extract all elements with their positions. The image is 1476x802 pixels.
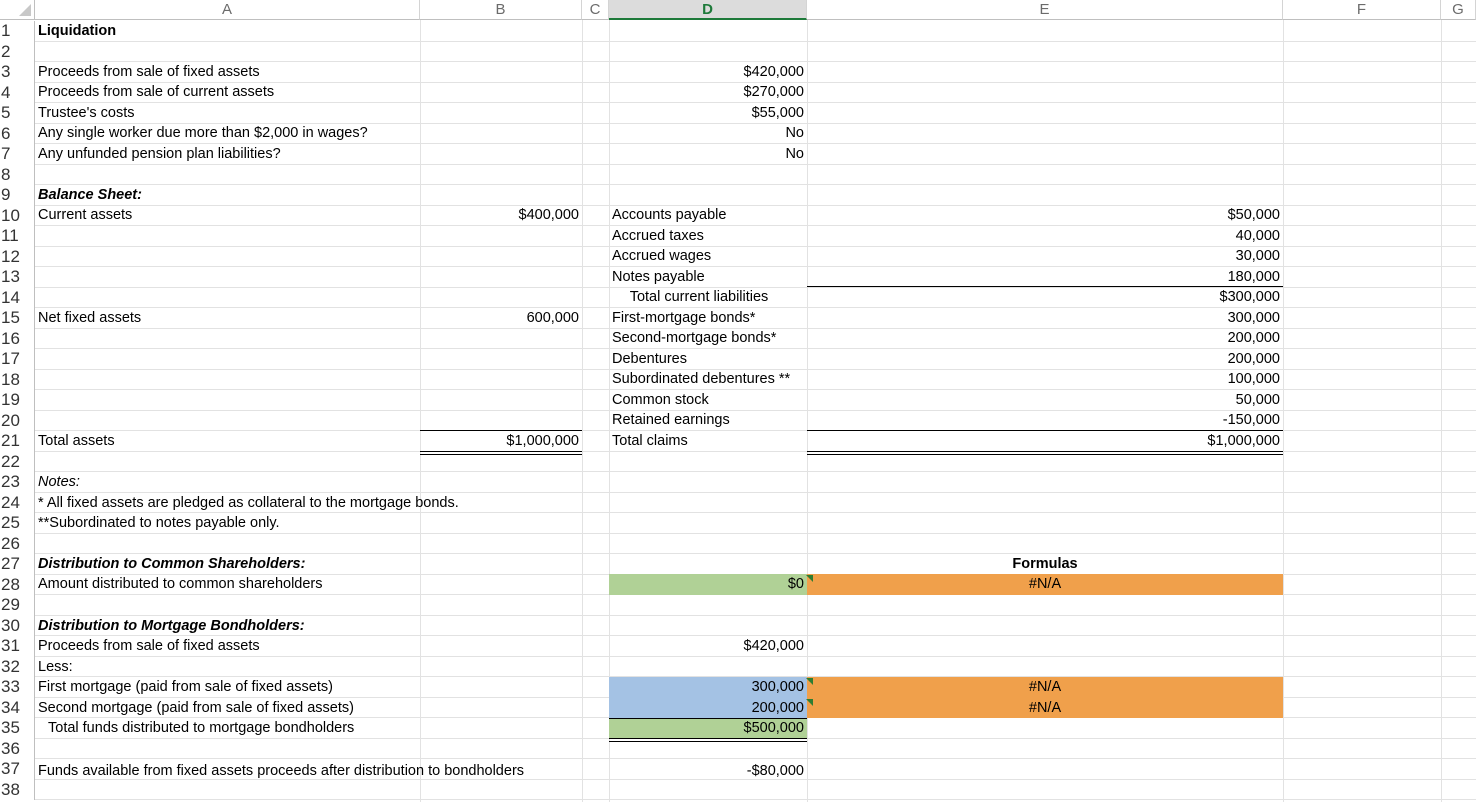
cell-d6[interactable]: No bbox=[785, 125, 804, 141]
row-header[interactable]: 26 bbox=[0, 534, 35, 555]
row-header[interactable]: 11 bbox=[0, 226, 35, 247]
cell-d16[interactable]: Second-mortgage bonds* bbox=[612, 330, 777, 346]
row-gridline bbox=[35, 799, 1476, 800]
cell-a37[interactable]: Funds available from fixed assets proceeds after distribution to bondholders bbox=[38, 763, 525, 779]
row-header[interactable]: 16 bbox=[0, 329, 35, 350]
row-header[interactable]: 22 bbox=[0, 452, 35, 473]
column-header-c[interactable]: C bbox=[582, 0, 609, 20]
cell-a9[interactable]: Balance Sheet: bbox=[38, 187, 142, 203]
cell-f14[interactable]: $300,000 bbox=[1219, 289, 1280, 305]
row-header[interactable]: 9 bbox=[0, 185, 35, 206]
cell-a4[interactable]: Proceeds from sale of current assets bbox=[38, 84, 275, 100]
row-gridline bbox=[35, 471, 1476, 472]
cell-d11[interactable]: Accrued taxes bbox=[612, 228, 704, 244]
cell-a33[interactable]: First mortgage (paid from sale of fixed assets) bbox=[38, 679, 333, 695]
row-header[interactable]: 10 bbox=[0, 206, 35, 227]
cell-a35[interactable]: Total funds distributed to mortgage bondholders bbox=[48, 720, 355, 736]
cell-a32[interactable]: Less: bbox=[38, 659, 73, 675]
row-header[interactable]: 1 bbox=[0, 21, 35, 42]
row-header[interactable]: 7 bbox=[0, 144, 35, 165]
b21-double-border-2 bbox=[420, 454, 582, 455]
cell-d31[interactable]: $420,000 bbox=[743, 638, 804, 654]
cell-f18[interactable]: 100,000 bbox=[1227, 371, 1280, 387]
cell-d28[interactable]: $0 bbox=[787, 576, 804, 592]
row-header[interactable]: 31 bbox=[0, 636, 35, 657]
cell-a25[interactable]: **Subordinated to notes payable only. bbox=[38, 515, 280, 531]
row-header[interactable]: 8 bbox=[0, 165, 35, 186]
cell-a21[interactable]: Total assets bbox=[38, 433, 115, 449]
row-header[interactable]: 4 bbox=[0, 83, 35, 104]
cell-d37[interactable]: -$80,000 bbox=[746, 763, 804, 779]
cell-f17[interactable]: 200,000 bbox=[1227, 351, 1280, 367]
row-header[interactable]: 36 bbox=[0, 739, 35, 760]
cell-f13[interactable]: 180,000 bbox=[1227, 269, 1280, 285]
cell-a27[interactable]: Distribution to Common Shareholders: bbox=[38, 556, 306, 572]
cell-a6[interactable]: Any single worker due more than $2,000 in wages? bbox=[38, 125, 368, 141]
column-header-g[interactable]: G bbox=[1441, 0, 1476, 20]
column-header-e[interactable]: E bbox=[807, 0, 1283, 20]
row-header[interactable]: 3 bbox=[0, 62, 35, 83]
row-header[interactable]: 35 bbox=[0, 718, 35, 739]
cell-d21[interactable]: Total claims bbox=[612, 433, 688, 449]
cell-a34[interactable]: Second mortgage (paid from sale of fixed assets) bbox=[38, 700, 354, 716]
cell-b10[interactable]: $400,000 bbox=[518, 207, 579, 223]
row-header[interactable]: 28 bbox=[0, 575, 35, 596]
cell-f19[interactable]: 50,000 bbox=[1235, 392, 1280, 408]
row-header[interactable]: 12 bbox=[0, 247, 35, 268]
cell-a10[interactable]: Current assets bbox=[38, 207, 133, 223]
cell-e28[interactable]: #N/A bbox=[1028, 576, 1062, 592]
row-gridline bbox=[35, 184, 1476, 185]
row-header[interactable]: 2 bbox=[0, 42, 35, 63]
column-gridline bbox=[420, 20, 421, 802]
cell-e33[interactable]: #N/A bbox=[1028, 679, 1062, 695]
select-all-corner[interactable] bbox=[0, 0, 35, 20]
row-header[interactable]: 21 bbox=[0, 431, 35, 452]
cell-d19[interactable]: Common stock bbox=[612, 392, 709, 408]
row-header[interactable]: 34 bbox=[0, 698, 35, 719]
column-header-f[interactable]: F bbox=[1283, 0, 1441, 20]
cell-a31[interactable]: Proceeds from sale of fixed assets bbox=[38, 638, 260, 654]
cell-e27[interactable]: Formulas bbox=[1012, 556, 1078, 572]
row-header[interactable]: 33 bbox=[0, 677, 35, 698]
row-header[interactable]: 38 bbox=[0, 780, 35, 801]
cell-d34[interactable]: 200,000 bbox=[751, 700, 804, 716]
cell-d18[interactable]: Subordinated debentures ** bbox=[612, 371, 791, 387]
cell-a15[interactable]: Net fixed assets bbox=[38, 310, 142, 326]
cell-f11[interactable]: 40,000 bbox=[1235, 228, 1280, 244]
row-header[interactable]: 6 bbox=[0, 124, 35, 145]
f21-double-border-2 bbox=[807, 454, 1283, 455]
cell-f20[interactable]: -150,000 bbox=[1222, 412, 1280, 428]
cell-d13[interactable]: Notes payable bbox=[612, 269, 705, 285]
cell-d14[interactable]: Total current liabilities bbox=[629, 289, 769, 305]
column-gridline bbox=[1283, 20, 1284, 802]
column-gridline bbox=[1441, 20, 1442, 802]
cell-d4[interactable]: $270,000 bbox=[743, 84, 804, 100]
cell-f16[interactable]: 200,000 bbox=[1227, 330, 1280, 346]
cell-d17[interactable]: Debentures bbox=[612, 351, 687, 367]
cell-f12[interactable]: 30,000 bbox=[1235, 248, 1280, 264]
cell-d7[interactable]: No bbox=[785, 146, 804, 162]
cell-d12[interactable]: Accrued wages bbox=[612, 248, 712, 264]
cell-a28[interactable]: Amount distributed to common shareholders bbox=[38, 576, 323, 592]
cell-b21[interactable]: $1,000,000 bbox=[506, 433, 579, 449]
row-header[interactable]: 19 bbox=[0, 390, 35, 411]
cell-f15[interactable]: 300,000 bbox=[1227, 310, 1280, 326]
row-header[interactable]: 24 bbox=[0, 493, 35, 514]
cell-d20[interactable]: Retained earnings bbox=[612, 412, 730, 428]
row-header[interactable]: 23 bbox=[0, 472, 35, 493]
cell-d15[interactable]: First-mortgage bonds* bbox=[612, 310, 756, 326]
row-header[interactable]: 17 bbox=[0, 349, 35, 370]
row-gridline bbox=[35, 41, 1476, 42]
row-gridline bbox=[35, 758, 1476, 759]
cell-a23[interactable]: Notes: bbox=[38, 474, 80, 490]
row-header[interactable]: 27 bbox=[0, 554, 35, 575]
cell-d5[interactable]: $55,000 bbox=[751, 105, 804, 121]
row-header[interactable]: 32 bbox=[0, 657, 35, 678]
cell-b15[interactable]: 600,000 bbox=[526, 310, 579, 326]
row-header[interactable]: 30 bbox=[0, 616, 35, 637]
row-header[interactable]: 29 bbox=[0, 595, 35, 616]
column-header-b[interactable]: B bbox=[420, 0, 582, 20]
column-gridline bbox=[582, 20, 583, 802]
cell-a1[interactable]: Liquidation bbox=[38, 23, 117, 39]
column-header-a[interactable]: A bbox=[35, 0, 420, 20]
cell-a24[interactable]: * All fixed assets are pledged as collateral to the mortgage bonds. bbox=[38, 495, 459, 511]
cell-a7[interactable]: Any unfunded pension plan liabilities? bbox=[38, 146, 281, 162]
d35-double-border-2 bbox=[609, 741, 807, 742]
cell-d35[interactable]: $500,000 bbox=[743, 720, 804, 736]
cell-f21[interactable]: $1,000,000 bbox=[1207, 433, 1280, 449]
column-header-d[interactable]: D bbox=[609, 0, 807, 20]
row-header[interactable]: 20 bbox=[0, 411, 35, 432]
row-header[interactable]: 13 bbox=[0, 267, 35, 288]
cell-f10[interactable]: $50,000 bbox=[1227, 207, 1280, 223]
row-header[interactable]: 37 bbox=[0, 759, 35, 780]
cell-a5[interactable]: Trustee's costs bbox=[38, 105, 135, 121]
cell-a3[interactable]: Proceeds from sale of fixed assets bbox=[38, 64, 260, 80]
cell-d10[interactable]: Accounts payable bbox=[612, 207, 727, 223]
row-header[interactable]: 15 bbox=[0, 308, 35, 329]
cell-a30[interactable]: Distribution to Mortgage Bondholders: bbox=[38, 618, 305, 634]
row-header[interactable]: 5 bbox=[0, 103, 35, 124]
row-header[interactable]: 25 bbox=[0, 513, 35, 534]
cell-d3[interactable]: $420,000 bbox=[743, 64, 804, 80]
cell-d33[interactable]: 300,000 bbox=[751, 679, 804, 695]
row-header[interactable]: 18 bbox=[0, 370, 35, 391]
row-header[interactable]: 14 bbox=[0, 288, 35, 309]
cell-e34[interactable]: #N/A bbox=[1028, 700, 1062, 716]
